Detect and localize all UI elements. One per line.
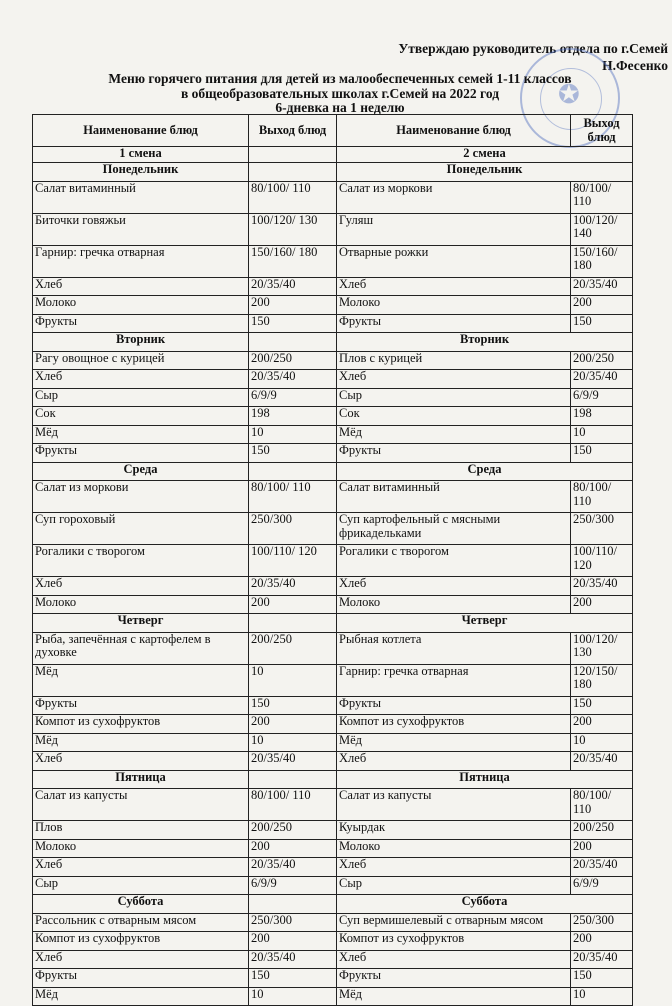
- yield-shift-2: 80/100/ 110: [571, 181, 633, 213]
- dish-shift-2: Гарнир: гречка отварная: [337, 664, 571, 696]
- dish-shift-2: Суп картофельный с мясными фрикадельками: [337, 513, 571, 545]
- day-header-row: [33, 333, 633, 352]
- day-header-empty: [249, 614, 337, 633]
- yield-shift-1: 10: [249, 425, 337, 444]
- shift-row: [33, 147, 633, 163]
- menu-row: [33, 296, 633, 315]
- dish-shift-1: Салат витаминный: [33, 181, 249, 213]
- menu-row: [33, 388, 633, 407]
- yield-shift-2: 150: [571, 696, 633, 715]
- menu-row: [33, 545, 633, 577]
- yield-shift-1: 10: [249, 664, 337, 696]
- dish-shift-2: Хлеб: [337, 370, 571, 389]
- yield-shift-2: 250/300: [571, 513, 633, 545]
- day-header-empty: [249, 895, 337, 914]
- yield-shift-2: 200/250: [571, 351, 633, 370]
- yield-shift-1: 150: [249, 969, 337, 988]
- dish-shift-2: Салат витаминный: [337, 481, 571, 513]
- dish-shift-2: Плов с курицей: [337, 351, 571, 370]
- yield-shift-1: 150: [249, 696, 337, 715]
- document-title: [90, 72, 590, 116]
- yield-shift-1: 100/110/ 120: [249, 545, 337, 577]
- yield-shift-2: 250/300: [571, 913, 633, 932]
- dish-shift-2: Мёд: [337, 733, 571, 752]
- menu-row: [33, 425, 633, 444]
- dish-shift-1: Компот из сухофруктов: [33, 715, 249, 734]
- yield-shift-1: 20/35/40: [249, 858, 337, 877]
- menu-row: [33, 696, 633, 715]
- dish-shift-1: Сок: [33, 407, 249, 426]
- dish-shift-1: Салат из капусты: [33, 789, 249, 821]
- dish-shift-2: Молоко: [337, 595, 571, 614]
- yield-shift-2: 150: [571, 444, 633, 463]
- day-header-row: [33, 895, 633, 914]
- menu-row: [33, 969, 633, 988]
- dish-shift-1: Сыр: [33, 876, 249, 895]
- menu-row: [33, 987, 633, 1006]
- yield-shift-2: 150/160/ 180: [571, 245, 633, 277]
- day-header-empty: [249, 333, 337, 352]
- menu-row: [33, 932, 633, 951]
- dish-shift-2: Сок: [337, 407, 571, 426]
- dish-shift-2: Куырдак: [337, 821, 571, 840]
- yield-shift-2: 200: [571, 296, 633, 315]
- yield-shift-2: 6/9/9: [571, 876, 633, 895]
- day-header-empty: [249, 163, 337, 182]
- yield-shift-1: 20/35/40: [249, 370, 337, 389]
- day-name-shift-1: Понедельник: [33, 163, 249, 182]
- approval-signature: Н.Фесенко: [602, 58, 668, 73]
- yield-shift-1: 200/250: [249, 632, 337, 664]
- yield-shift-2: 10: [571, 425, 633, 444]
- dish-shift-2: Салат из капусты: [337, 789, 571, 821]
- day-name-shift-1: Суббота: [33, 895, 249, 914]
- menu-row: [33, 752, 633, 771]
- yield-shift-1: 10: [249, 733, 337, 752]
- dish-shift-2: Хлеб: [337, 752, 571, 771]
- yield-shift-1: 6/9/9: [249, 388, 337, 407]
- dish-shift-2: Мёд: [337, 425, 571, 444]
- yield-shift-1: 200/250: [249, 351, 337, 370]
- day-header-empty: [249, 770, 337, 789]
- yield-shift-2: 6/9/9: [571, 388, 633, 407]
- menu-row: [33, 858, 633, 877]
- dish-shift-1: Молоко: [33, 839, 249, 858]
- menu-row: [33, 277, 633, 296]
- yield-shift-1: 200/250: [249, 821, 337, 840]
- day-header-row: [33, 614, 633, 633]
- day-name-shift-2: Суббота: [337, 895, 633, 914]
- menu-row: [33, 715, 633, 734]
- menu-row: [33, 444, 633, 463]
- menu-table: [32, 114, 633, 1006]
- menu-row: [33, 181, 633, 213]
- emblem-icon: ✪: [558, 80, 580, 109]
- day-header-empty: [249, 462, 337, 481]
- yield-shift-2: 198: [571, 407, 633, 426]
- menu-row: [33, 314, 633, 333]
- yield-shift-1: 150/160/ 180: [249, 245, 337, 277]
- dish-shift-1: Рыба, запечённая с картофелем в духовке: [33, 632, 249, 664]
- dish-shift-1: Мёд: [33, 987, 249, 1006]
- yield-shift-2: 200: [571, 595, 633, 614]
- dish-shift-2: Гуляш: [337, 213, 571, 245]
- dish-shift-2: Отварные рожки: [337, 245, 571, 277]
- yield-shift-1: 20/35/40: [249, 752, 337, 771]
- menu-row: [33, 664, 633, 696]
- dish-shift-1: Мёд: [33, 664, 249, 696]
- menu-row: [33, 577, 633, 596]
- yield-shift-1: 6/9/9: [249, 876, 337, 895]
- yield-shift-1: 200: [249, 839, 337, 858]
- yield-shift-2: 120/150/ 180: [571, 664, 633, 696]
- day-name-shift-1: Пятница: [33, 770, 249, 789]
- dish-shift-1: Рогалики с творогом: [33, 545, 249, 577]
- dish-shift-1: Мёд: [33, 733, 249, 752]
- dish-shift-1: Хлеб: [33, 277, 249, 296]
- dish-shift-1: Плов: [33, 821, 249, 840]
- yield-shift-1: 20/35/40: [249, 577, 337, 596]
- header-yield-2: Выход блюд: [571, 115, 633, 147]
- yield-shift-2: 80/100/ 110: [571, 789, 633, 821]
- dish-shift-1: Фрукты: [33, 314, 249, 333]
- dish-shift-2: Компот из сухофруктов: [337, 932, 571, 951]
- menu-row: [33, 213, 633, 245]
- yield-shift-2: 200: [571, 839, 633, 858]
- dish-shift-1: Фрукты: [33, 969, 249, 988]
- day-name-shift-2: Вторник: [337, 333, 633, 352]
- header-dish-2: Наименование блюд: [337, 115, 571, 147]
- dish-shift-2: Хлеб: [337, 577, 571, 596]
- dish-shift-1: Хлеб: [33, 950, 249, 969]
- yield-shift-1: 150: [249, 314, 337, 333]
- yield-shift-1: 200: [249, 296, 337, 315]
- day-name-shift-2: Понедельник: [337, 163, 633, 182]
- dish-shift-1: Фрукты: [33, 696, 249, 715]
- menu-row: [33, 733, 633, 752]
- yield-shift-2: 100/120/ 140: [571, 213, 633, 245]
- yield-shift-2: 20/35/40: [571, 858, 633, 877]
- yield-shift-1: 200: [249, 595, 337, 614]
- yield-shift-1: 198: [249, 407, 337, 426]
- dish-shift-2: Молоко: [337, 296, 571, 315]
- menu-row: [33, 407, 633, 426]
- table-header-row: [33, 115, 633, 147]
- day-name-shift-2: Среда: [337, 462, 633, 481]
- header-yield-1: Выход блюд: [249, 115, 337, 147]
- yield-shift-1: 200: [249, 932, 337, 951]
- yield-shift-1: 10: [249, 987, 337, 1006]
- yield-shift-1: 100/120/ 130: [249, 213, 337, 245]
- dish-shift-1: Молоко: [33, 296, 249, 315]
- dish-shift-2: Сыр: [337, 388, 571, 407]
- menu-row: [33, 632, 633, 664]
- yield-shift-1: 20/35/40: [249, 950, 337, 969]
- yield-shift-2: 20/35/40: [571, 577, 633, 596]
- dish-shift-2: Рогалики с творогом: [337, 545, 571, 577]
- menu-row: [33, 913, 633, 932]
- dish-shift-2: Хлеб: [337, 277, 571, 296]
- day-name-shift-1: Вторник: [33, 333, 249, 352]
- shift-1-label: 1 смена: [33, 147, 249, 163]
- header-dish-1: Наименование блюд: [33, 115, 249, 147]
- day-header-row: [33, 770, 633, 789]
- yield-shift-2: 150: [571, 314, 633, 333]
- menu-row: [33, 481, 633, 513]
- menu-row: [33, 351, 633, 370]
- dish-shift-2: Суп вермишелевый с отварным мясом: [337, 913, 571, 932]
- yield-shift-1: 80/100/ 110: [249, 481, 337, 513]
- dish-shift-2: Хлеб: [337, 858, 571, 877]
- yield-shift-2: 200: [571, 932, 633, 951]
- menu-row: [33, 821, 633, 840]
- dish-shift-1: Гарнир: гречка отварная: [33, 245, 249, 277]
- day-name-shift-1: Четверг: [33, 614, 249, 633]
- day-name-shift-2: Четверг: [337, 614, 633, 633]
- menu-row: [33, 595, 633, 614]
- dish-shift-1: Молоко: [33, 595, 249, 614]
- title-line-1: Меню горячего питания для детей из малообеспеченных семей 1-11 классов: [108, 71, 572, 86]
- menu-row: [33, 950, 633, 969]
- yield-shift-2: 20/35/40: [571, 370, 633, 389]
- approval-line-1: Утверждаю руководитель отдела по г.Семей: [398, 41, 668, 56]
- dish-shift-1: Биточки говяжьи: [33, 213, 249, 245]
- dish-shift-2: Компот из сухофруктов: [337, 715, 571, 734]
- yield-shift-1: 200: [249, 715, 337, 734]
- dish-shift-2: Салат из моркови: [337, 181, 571, 213]
- day-name-shift-1: Среда: [33, 462, 249, 481]
- day-header-row: [33, 462, 633, 481]
- day-name-shift-2: Пятница: [337, 770, 633, 789]
- dish-shift-1: Хлеб: [33, 370, 249, 389]
- title-line-3: 6-дневка на 1 неделю: [275, 100, 405, 115]
- yield-shift-2: 200: [571, 715, 633, 734]
- dish-shift-2: Рыбная котлета: [337, 632, 571, 664]
- yield-shift-2: 80/100/ 110: [571, 481, 633, 513]
- dish-shift-2: Мёд: [337, 987, 571, 1006]
- title-line-2: в общеобразовательных школах г.Семей на 2022 год: [180, 85, 500, 101]
- yield-shift-1: 20/35/40: [249, 277, 337, 296]
- dish-shift-2: Фрукты: [337, 444, 571, 463]
- yield-shift-1: 250/300: [249, 513, 337, 545]
- menu-row: [33, 789, 633, 821]
- yield-shift-2: 200/250: [571, 821, 633, 840]
- menu-row: [33, 876, 633, 895]
- menu-row: [33, 370, 633, 389]
- yield-shift-2: 10: [571, 987, 633, 1006]
- day-header-row: [33, 163, 633, 182]
- yield-shift-1: 80/100/ 110: [249, 181, 337, 213]
- dish-shift-1: Суп гороховый: [33, 513, 249, 545]
- dish-shift-2: Хлеб: [337, 950, 571, 969]
- yield-shift-2: 20/35/40: [571, 277, 633, 296]
- yield-shift-2: 20/35/40: [571, 752, 633, 771]
- dish-shift-1: Хлеб: [33, 752, 249, 771]
- shift-2-label: 2 смена: [337, 147, 633, 163]
- dish-shift-2: Молоко: [337, 839, 571, 858]
- dish-shift-2: Сыр: [337, 876, 571, 895]
- menu-row: [33, 839, 633, 858]
- dish-shift-1: Хлеб: [33, 577, 249, 596]
- yield-shift-1: 150: [249, 444, 337, 463]
- dish-shift-1: Рагу овощное с курицей: [33, 351, 249, 370]
- menu-row: [33, 245, 633, 277]
- yield-shift-2: 150: [571, 969, 633, 988]
- yield-shift-2: 100/110/ 120: [571, 545, 633, 577]
- dish-shift-1: Рассольник с отварным мясом: [33, 913, 249, 932]
- dish-shift-2: Фрукты: [337, 696, 571, 715]
- yield-shift-2: 20/35/40: [571, 950, 633, 969]
- dish-shift-1: Мёд: [33, 425, 249, 444]
- dish-shift-2: Фрукты: [337, 314, 571, 333]
- yield-shift-1: 80/100/ 110: [249, 789, 337, 821]
- dish-shift-1: Хлеб: [33, 858, 249, 877]
- dish-shift-1: Салат из моркови: [33, 481, 249, 513]
- dish-shift-1: Фрукты: [33, 444, 249, 463]
- menu-row: [33, 513, 633, 545]
- dish-shift-1: Компот из сухофруктов: [33, 932, 249, 951]
- dish-shift-1: Сыр: [33, 388, 249, 407]
- yield-shift-2: 10: [571, 733, 633, 752]
- yield-shift-2: 100/120/ 130: [571, 632, 633, 664]
- dish-shift-2: Фрукты: [337, 969, 571, 988]
- yield-shift-1: 250/300: [249, 913, 337, 932]
